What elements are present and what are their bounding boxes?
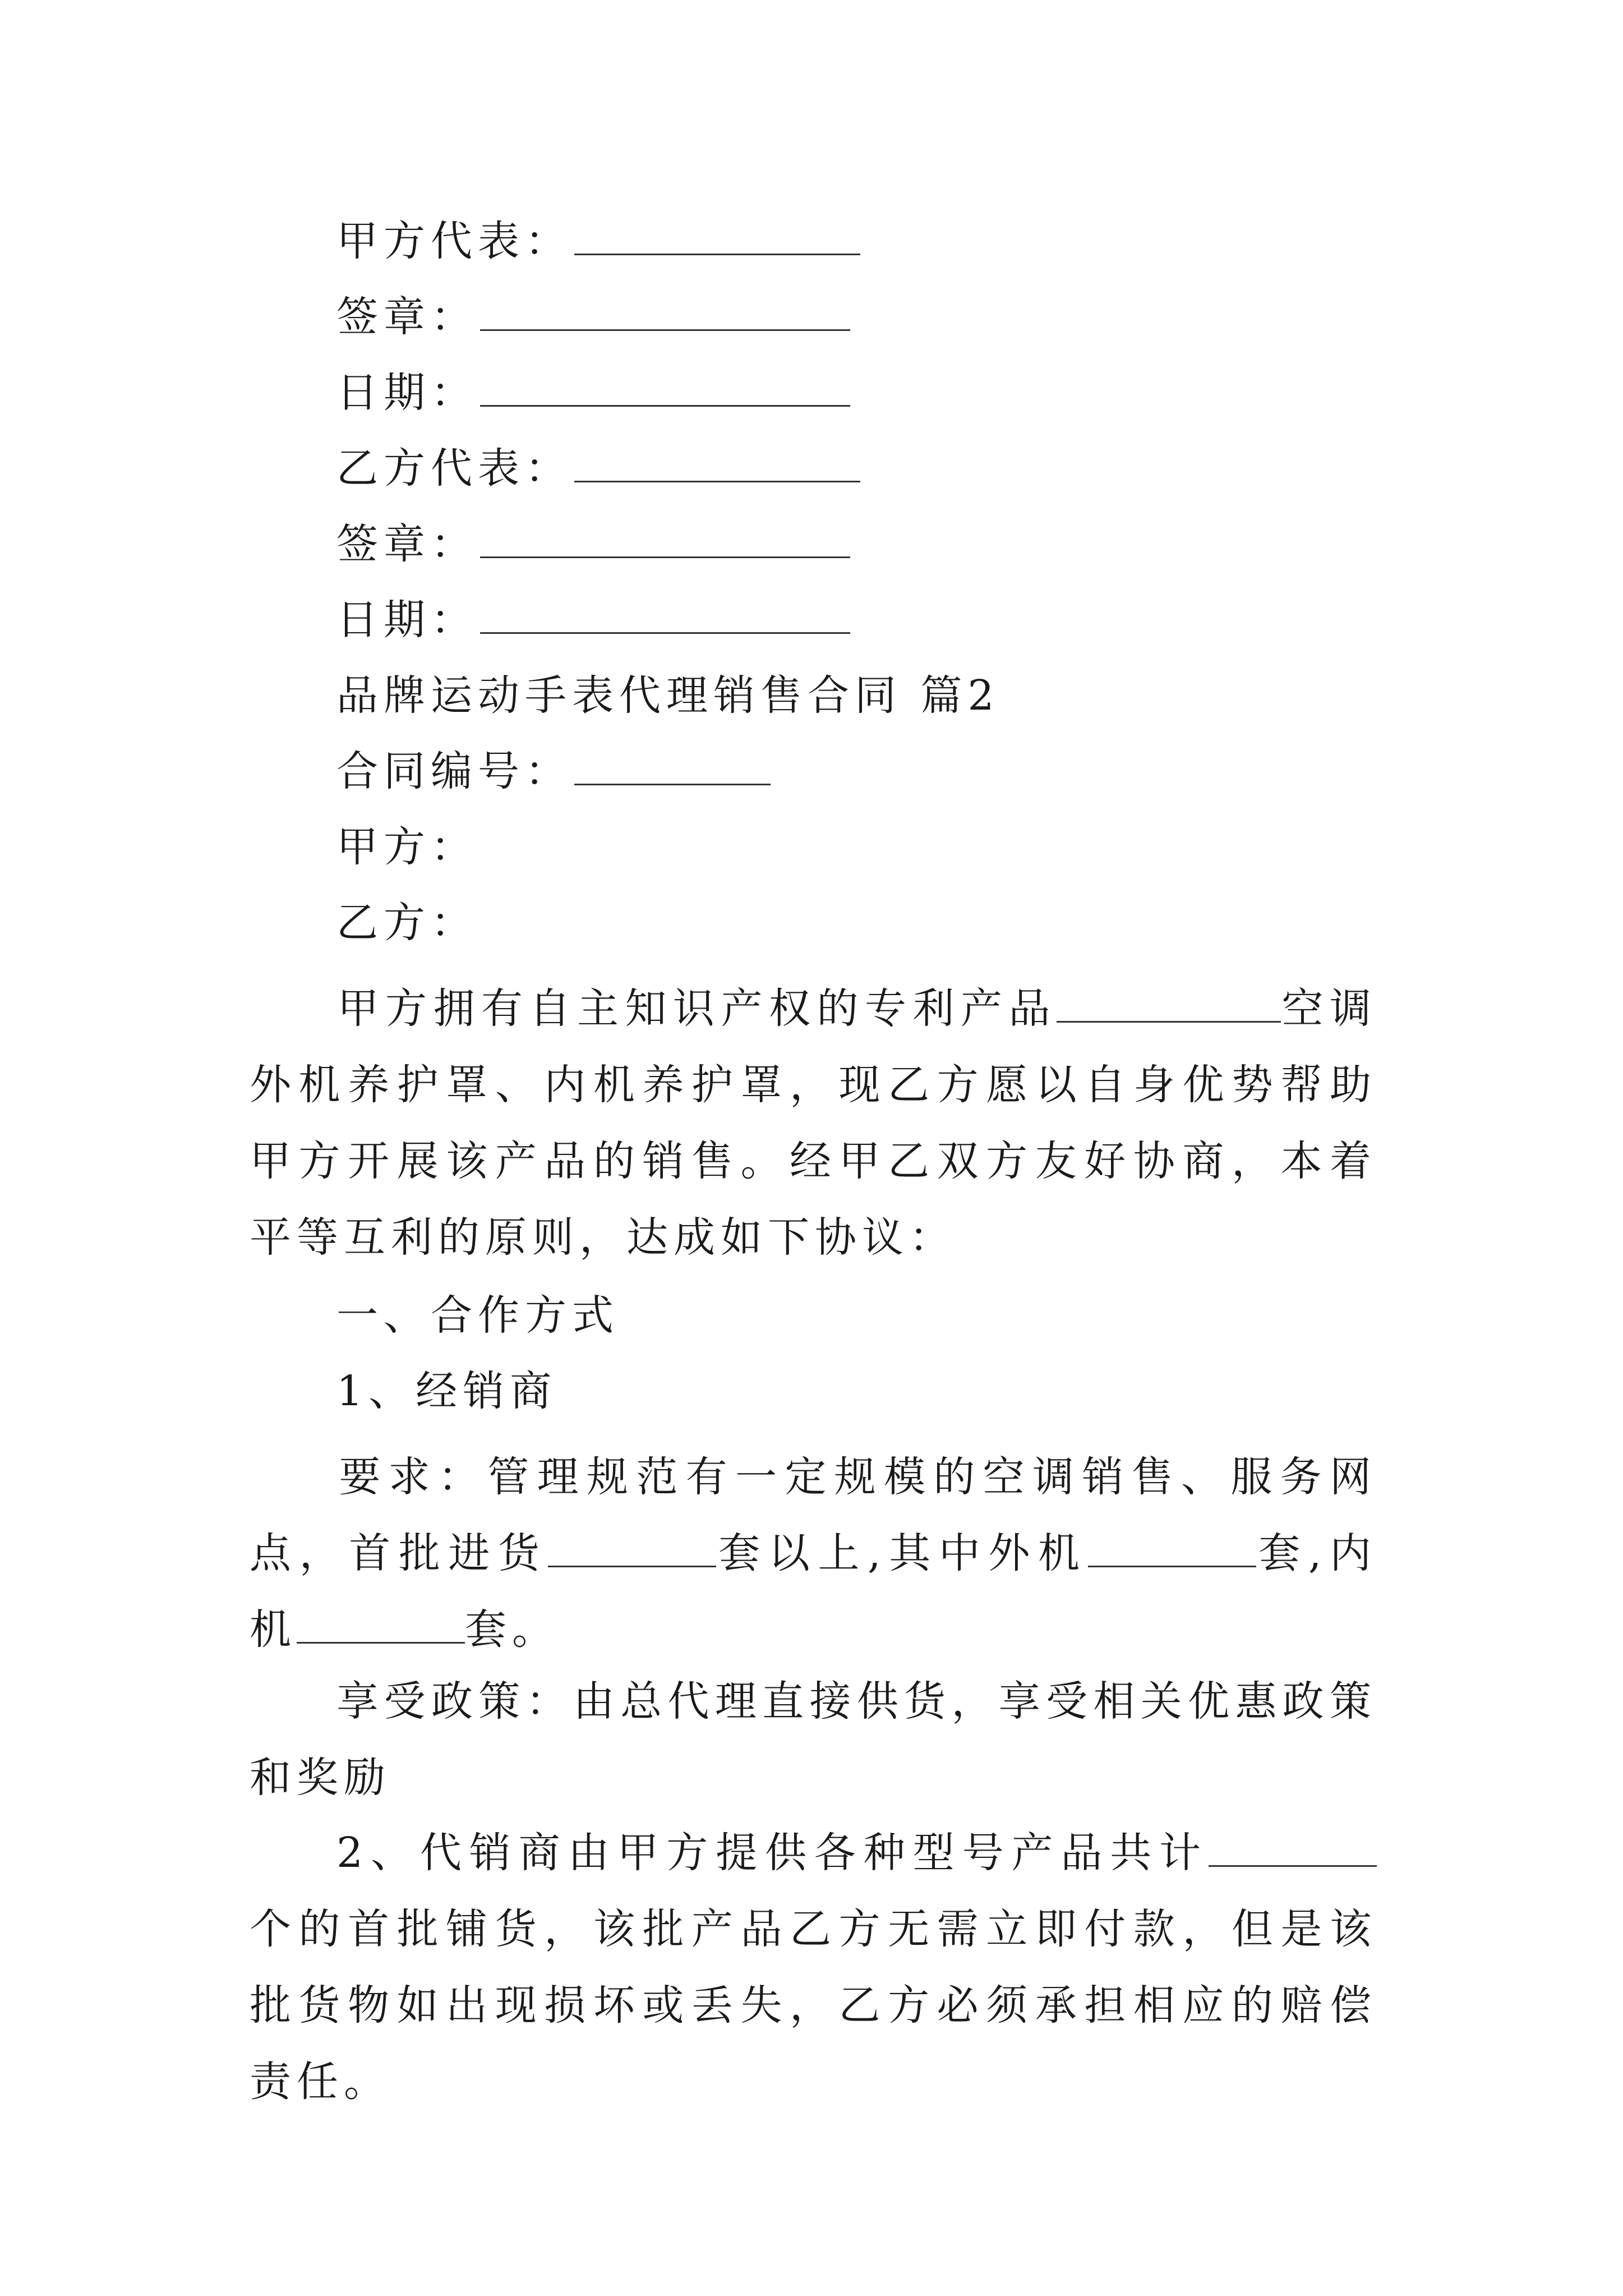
item-2-paragraph [250,1815,1377,2120]
section-1-heading [336,1287,619,1343]
req-text-3: 套,内机 [250,1529,1377,1654]
date-1-label: 日期： [336,369,478,417]
req-text-4: 套。 [465,1605,559,1654]
intro-text-2: 空调外机养护罩、内机养护罩，现乙方愿以自身优势帮助甲方开展该产品的销售。经甲乙双方友好协商，本着平等互利的原则，达成如下协议： [250,984,1377,1262]
intro-paragraph [250,970,1377,1276]
policy-text: 享受政策：由总代理直接供货，享受相关优惠政策和奖励 [250,1677,1377,1802]
seal-2-label: 签章： [336,520,478,568]
party-a-rep-line [336,213,860,269]
indoor-unit-blank [297,1605,465,1644]
policy-paragraph [250,1663,1377,1816]
requirements-paragraph [250,1439,1377,1668]
seal-2-blank [480,517,850,558]
party-a-label: 甲方： [336,823,478,871]
date-1-line [336,365,850,421]
party-a-rep-blank [574,214,860,255]
first-batch-blank [548,1529,716,1567]
contract-no-line [336,743,771,799]
intro-text-1: 甲方拥有自主知识产权的专利产品 [336,984,1057,1033]
section-1-text: 一、合作方式 [336,1291,619,1340]
item-1-heading [336,1363,557,1419]
item-1-text: 1、经销商 [336,1367,557,1415]
quantity-blank [1209,1828,1377,1867]
contract-title [336,668,1000,724]
seal-1-line [336,289,850,345]
item-2-text-1: 2、代销商由甲方提供各种型号产品共计 [336,1829,1209,1877]
party-b-line [336,895,478,951]
contract-no-label: 合同编号： [336,747,572,795]
party-b-rep-blank [574,441,860,482]
product-name-blank [1057,984,1281,1023]
contract-title-text: 品牌运动手表代理销售合同 篇2 [336,671,1000,720]
req-text-2: 套以上,其中外机 [716,1529,1088,1577]
date-2-label: 日期： [336,596,478,644]
date-1-blank [480,366,850,407]
item-2-text-2: 个的首批铺货，该批产品乙方无需立即付款，但是该批货物如出现损坏或丢失，乙方必须承担相应的赔偿责任。 [250,1905,1377,2106]
party-b-label: 乙方： [336,899,478,947]
contract-no-blank [574,744,771,785]
req-text-1: 要求：管理规范有一定规模的空调销售、服务网点，首批进货 [250,1453,1377,1577]
party-a-rep-label: 甲方代表： [336,217,572,265]
date-2-blank [480,593,850,634]
party-b-rep-line [336,440,860,496]
seal-1-label: 签章： [336,293,478,341]
outdoor-unit-blank [1088,1529,1256,1567]
party-b-rep-label: 乙方代表： [336,444,572,493]
seal-2-line [336,516,850,572]
party-a-line [336,819,478,875]
seal-1-blank [480,290,850,331]
date-2-line [336,592,850,648]
